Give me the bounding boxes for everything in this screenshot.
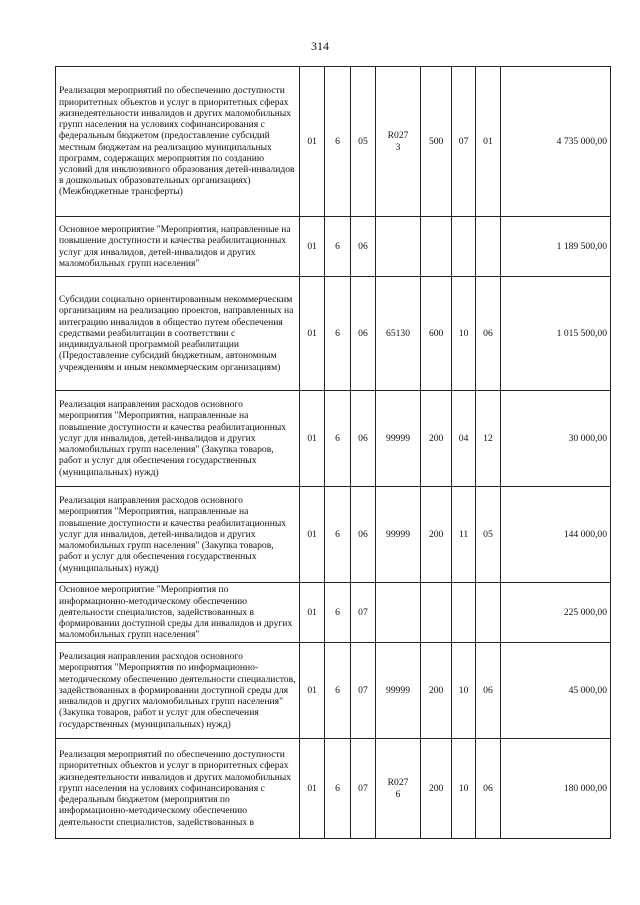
code-subprogram: 6 (325, 391, 350, 487)
code-expense-type: 200 (420, 643, 452, 739)
code-expense-type (420, 217, 452, 277)
budget-table (55, 66, 611, 839)
code-section: 11 (452, 487, 475, 583)
row-amount: 225 000,00 (501, 583, 611, 643)
code-program: 01 (299, 67, 324, 217)
code-program: 01 (299, 391, 324, 487)
code-expense-type: 200 (420, 739, 452, 839)
code-subprogram: 6 (325, 583, 350, 643)
code-subsection: 05 (475, 487, 500, 583)
code-section (452, 583, 475, 643)
code-subprogram: 6 (325, 277, 350, 391)
row-description: Субсидии социально ориентированным некоммерческим организациям на реализацию проектов, направленных на интеграцию инвалидов в общество путем обеспечения средствами реабилитации в соответствии с индивидуальной программой реабилитации (Предоставление субсидий бюджетным, автономным учреждениям и иным некоммерческим организациям) (56, 277, 300, 391)
code-event: 06 (350, 487, 375, 583)
code-direction: R027 3 (376, 67, 421, 217)
code-subprogram: 6 (325, 739, 350, 839)
code-subsection: 06 (475, 277, 500, 391)
row-amount: 1 189 500,00 (501, 217, 611, 277)
code-direction: 99999 (376, 643, 421, 739)
row-description: Реализация мероприятий по обеспечению доступности приоритетных объектов и услуг в приоритетных сферах жизнедеятельности инвалидов и других маломобильных групп населения на условиях софинансирования с федеральным бюджетом (мероприятия по информационно-методическому обеспечению деятельности специалистов, задействованных в (56, 739, 300, 839)
row-description: Основное мероприятие "Мероприятия, направленные на повышение доступности и качества реабилитационных услуг для инвалидов, детей-инвалидов и других маломобильных групп населения" (56, 217, 300, 277)
row-description: Реализация направления расходов основного мероприятия "Мероприятия по информационно-методическому обеспечению деятельности специалистов, задействованных в формировании доступной среды для инвалидов и других маломобильных групп населения" (Закупка товаров, работ и услуг для обеспечения государственных (муниципальных) нужд) (56, 643, 300, 739)
code-subsection: 01 (475, 67, 500, 217)
table-row (56, 583, 611, 643)
code-section (452, 217, 475, 277)
table-row (56, 643, 611, 739)
row-description: Реализация направления расходов основного мероприятия "Мероприятия, направленные на повышение доступности и качества реабилитационных услуг для инвалидов, детей-инвалидов и других маломобильных групп населения" (Закупка товаров, работ и услуг для обеспечения государственных (муниципальных) нужд) (56, 391, 300, 487)
code-expense-type: 600 (420, 277, 452, 391)
code-direction (376, 217, 421, 277)
code-subsection: 12 (475, 391, 500, 487)
row-amount: 180 000,00 (501, 739, 611, 839)
code-program: 01 (299, 583, 324, 643)
code-expense-type (420, 583, 452, 643)
code-subprogram: 6 (325, 217, 350, 277)
code-event: 07 (350, 643, 375, 739)
code-expense-type: 500 (420, 67, 452, 217)
code-section: 04 (452, 391, 475, 487)
table-row (56, 487, 611, 583)
table-row (56, 277, 611, 391)
table-row (56, 67, 611, 217)
code-subprogram: 6 (325, 643, 350, 739)
code-direction: R027 6 (376, 739, 421, 839)
code-direction: 99999 (376, 487, 421, 583)
code-expense-type: 200 (420, 391, 452, 487)
table-row (56, 217, 611, 277)
table-row (56, 391, 611, 487)
row-amount: 1 015 500,00 (501, 277, 611, 391)
code-subsection (475, 583, 500, 643)
row-amount: 30 000,00 (501, 391, 611, 487)
row-amount: 4 735 000,00 (501, 67, 611, 217)
row-amount: 45 000,00 (501, 643, 611, 739)
code-event: 07 (350, 583, 375, 643)
row-description: Реализация мероприятий по обеспечению доступности приоритетных объектов и услуг в приоритетных сферах жизнедеятельности инвалидов и других маломобильных групп населения на условиях софинансирования с федеральным бюджетом (предоставление субсидий местным бюджетам на реализацию муниципальных программ, содержащих мероприятия по созданию условий для инклюзивного образования детей-инвалидов в дошкольных образовательных организациях) (Межбюджетные трансферты) (56, 67, 300, 217)
code-program: 01 (299, 487, 324, 583)
row-description: Реализация направления расходов основного мероприятия "Мероприятия, направленные на повышение доступности и качества реабилитационных услуг для инвалидов, детей-инвалидов и других маломобильных групп населения" (Закупка товаров, работ и услуг для обеспечения государственных (муниципальных) нужд) (56, 487, 300, 583)
row-description: Основное мероприятие "Мероприятия по информационно-методическому обеспечению деятельности специалистов, задействованных в формировании доступной среды для инвалидов и других маломобильных групп населения" (56, 583, 300, 643)
code-expense-type: 200 (420, 487, 452, 583)
page-number: 314 (311, 39, 329, 53)
code-subprogram: 6 (325, 67, 350, 217)
code-subprogram: 6 (325, 487, 350, 583)
code-direction (376, 583, 421, 643)
code-direction: 99999 (376, 391, 421, 487)
code-program: 01 (299, 217, 324, 277)
code-program: 01 (299, 739, 324, 839)
table-row (56, 739, 611, 839)
code-subsection: 06 (475, 643, 500, 739)
code-event: 05 (350, 67, 375, 217)
code-subsection (475, 217, 500, 277)
code-event: 06 (350, 217, 375, 277)
code-direction: 65130 (376, 277, 421, 391)
code-program: 01 (299, 277, 324, 391)
row-amount: 144 000,00 (501, 487, 611, 583)
code-event: 06 (350, 391, 375, 487)
code-event: 07 (350, 739, 375, 839)
code-event: 06 (350, 277, 375, 391)
code-subsection: 06 (475, 739, 500, 839)
code-program: 01 (299, 643, 324, 739)
code-section: 07 (452, 67, 475, 217)
code-section: 10 (452, 739, 475, 839)
code-section: 10 (452, 643, 475, 739)
code-section: 10 (452, 277, 475, 391)
